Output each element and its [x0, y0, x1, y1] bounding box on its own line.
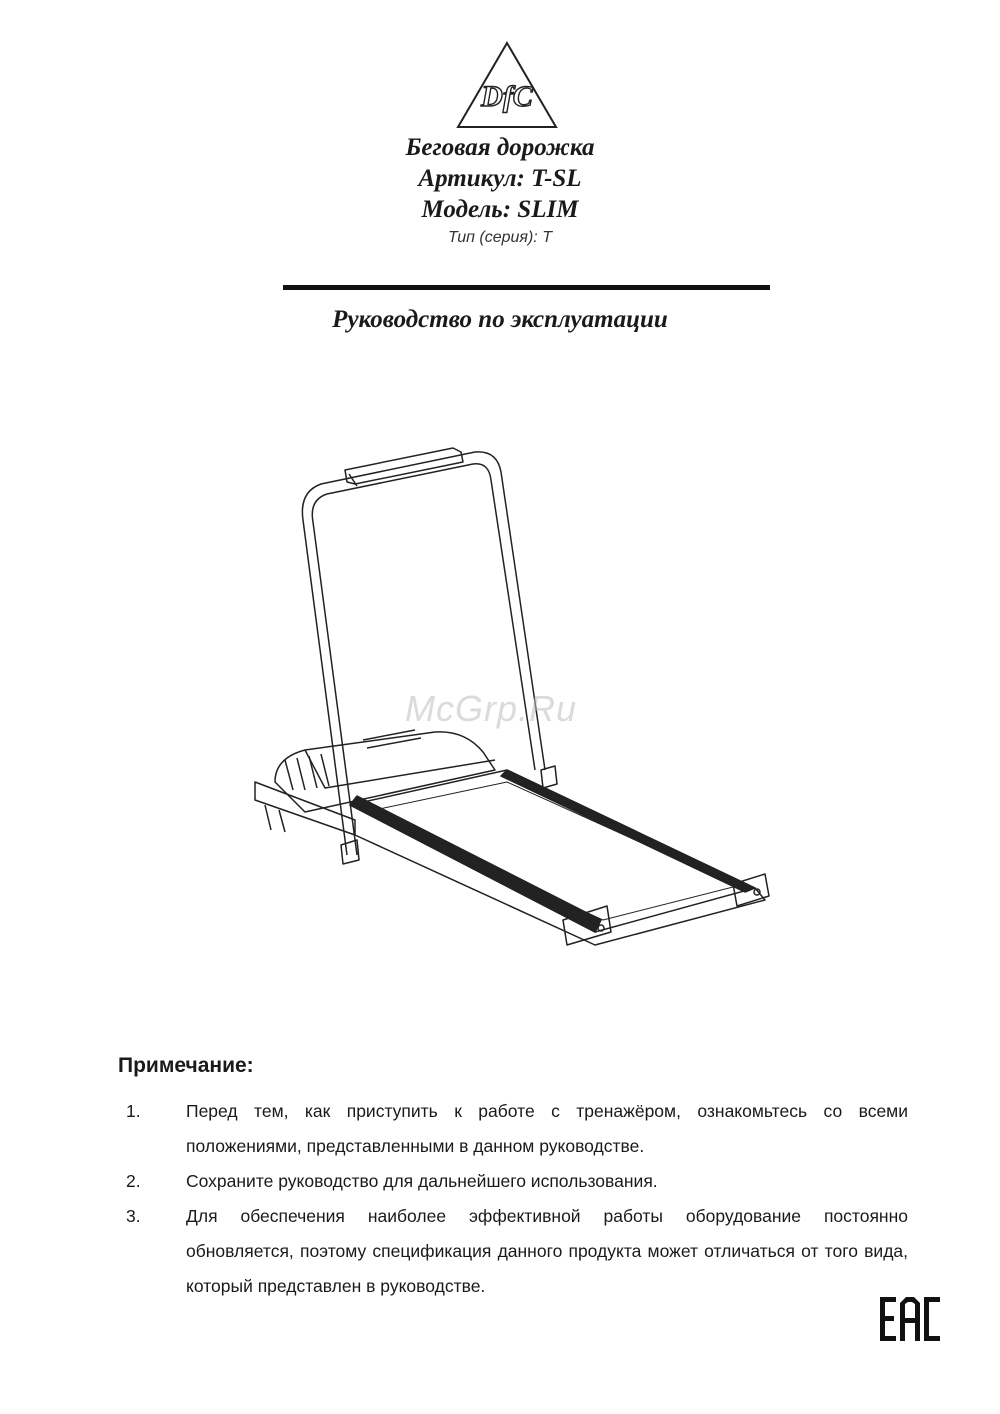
- model-name: Модель: SLIM: [421, 196, 579, 223]
- eac-certification-mark: [878, 1295, 942, 1343]
- list-item-number: 3.: [126, 1206, 141, 1226]
- eac-icon: [878, 1295, 942, 1343]
- list-item-text: Сохраните руководство для дальнейшего использования.: [186, 1171, 658, 1191]
- title-divider: [283, 285, 770, 290]
- list-item-number: 2.: [126, 1171, 141, 1191]
- watermark: McGrp.Ru: [405, 688, 578, 729]
- series-type: Тип (серия): Т: [448, 229, 552, 246]
- list-item-text: Перед тем, как приступить к работе с тренажёром, ознакомьтесь со всеми положениями, представленными в данном руководстве.: [186, 1101, 908, 1156]
- list-item: [118, 1164, 908, 1199]
- logo-text: DfC: [481, 80, 533, 113]
- product-type-title: Беговая дорожка: [405, 134, 595, 161]
- list-item-text: Для обеспечения наиболее эффективной работы оборудование постоянно обновляется, поэтому спецификация данного продукта может отличаться от того вида, который представлен в руководстве.: [186, 1206, 908, 1296]
- article-number: Артикул: T-SL: [418, 165, 582, 192]
- list-item: [118, 1094, 908, 1164]
- list-item-number: 1.: [126, 1101, 141, 1121]
- list-item: [118, 1199, 908, 1304]
- dfc-logo: [455, 40, 559, 130]
- notes-heading: Примечание:: [118, 1054, 254, 1077]
- notes-list: [118, 1094, 908, 1304]
- manual-title: Руководство по эксплуатации: [332, 306, 668, 333]
